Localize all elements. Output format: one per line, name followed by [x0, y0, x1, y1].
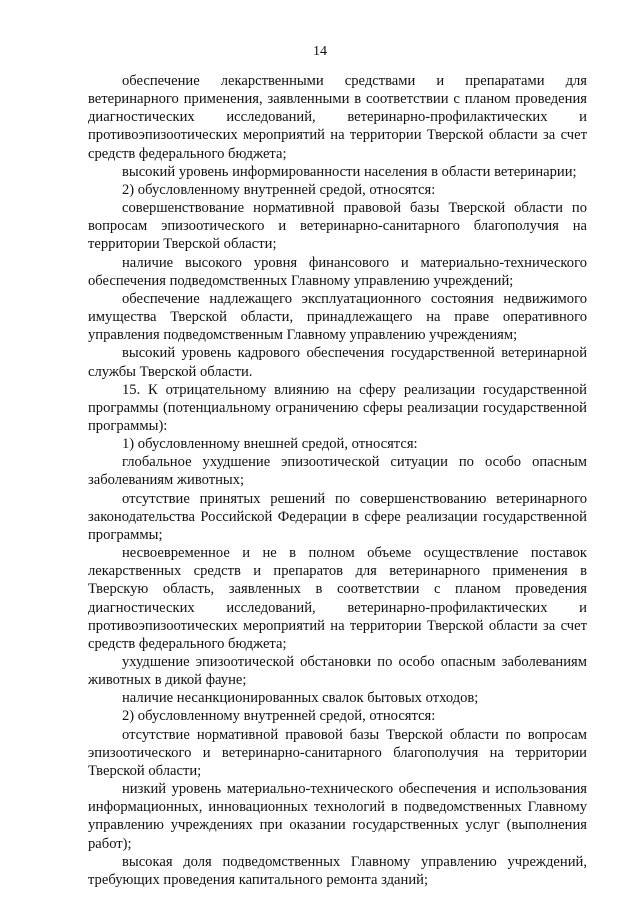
- paragraph: высокий уровень информированности населения в области ветеринарии;: [122, 163, 577, 180]
- paragraph: обеспечение надлежащего эксплуатационного состояния недвижимого имущества Тверской области, принадлежащего на праве оперативного управления подведомственным Главному управлению учреждениям;: [88, 290, 587, 344]
- paragraph: 1) обусловленному внешней средой, относятся:: [122, 436, 418, 453]
- paragraph: наличие несанкционированных свалок бытовых отходов;: [122, 690, 479, 707]
- paragraph: 2) обусловленному внутренней средой, относятся:: [122, 181, 436, 198]
- paragraph: низкий уровень материально-технического обеспечения и использования информационных, инновационных технологий в подведомственных Главному управлению учреждениях при оказании государственных услуг (выполнения работ);: [88, 781, 587, 852]
- paragraph: совершенствование нормативной правовой базы Тверской области по вопросам эпизоотического и ветеринарно-санитарного благополучия на территории Тверской области;: [88, 200, 587, 253]
- paragraph: высокая доля подведомственных Главному управлению учреждений, требующих проведения капитального ремонта зданий;: [88, 853, 587, 888]
- paragraph: 2) обусловленному внутренней средой, относятся:: [122, 708, 436, 725]
- paragraph: глобальное ухудшение эпизоотической ситуации по особо опасным заболеваниям животных;: [88, 454, 587, 489]
- paragraph: отсутствие принятых решений по совершенствованию ветеринарного законодательства Российской Федерации в сфере реализации государственной программы;: [88, 490, 587, 543]
- paragraph: отсутствие нормативной правовой базы Тверской области по вопросам эпизоотического и ветеринарно-санитарного благополучия на территории Тверской области;: [88, 726, 587, 779]
- page-number: 14: [313, 44, 327, 59]
- section-heading-paragraph: 15. К отрицательному влиянию на сферу реализации государственной программы (потенциальному ограничению сферы реализации государственной программы):: [88, 381, 587, 434]
- paragraph: высокий уровень кадрового обеспечения государственной ветеринарной службы Тверской области.: [88, 345, 587, 380]
- document-body: [88, 72, 587, 889]
- paragraph: ухудшение эпизоотической обстановки по особо опасным заболеваниям животных в дикой фауне;: [88, 654, 587, 689]
- paragraph: обеспечение лекарственными средствами и препаратами для ветеринарного применения, заявленными в соответствии с планом проведения диагностических исследований, ветеринарно-профилактических и противоэпизоотических мероприятий на территории Тверской области за счет средств федерального бюджета;: [88, 73, 587, 162]
- paragraph: наличие высокого уровня финансового и материально-технического обеспечения подведомственных Главному управлению учреждений;: [88, 254, 587, 289]
- paragraph: несвоевременное и не в полном объеме осуществление поставок лекарственных средств и препаратов для ветеринарного применения в Тверскую область, заявленных в соответствии с планом проведения диагностических исследований, ветеринарно-профилактических и противоэпизоотических мероприятий на территории Тверской области за счет средств федерального бюджета;: [88, 545, 587, 652]
